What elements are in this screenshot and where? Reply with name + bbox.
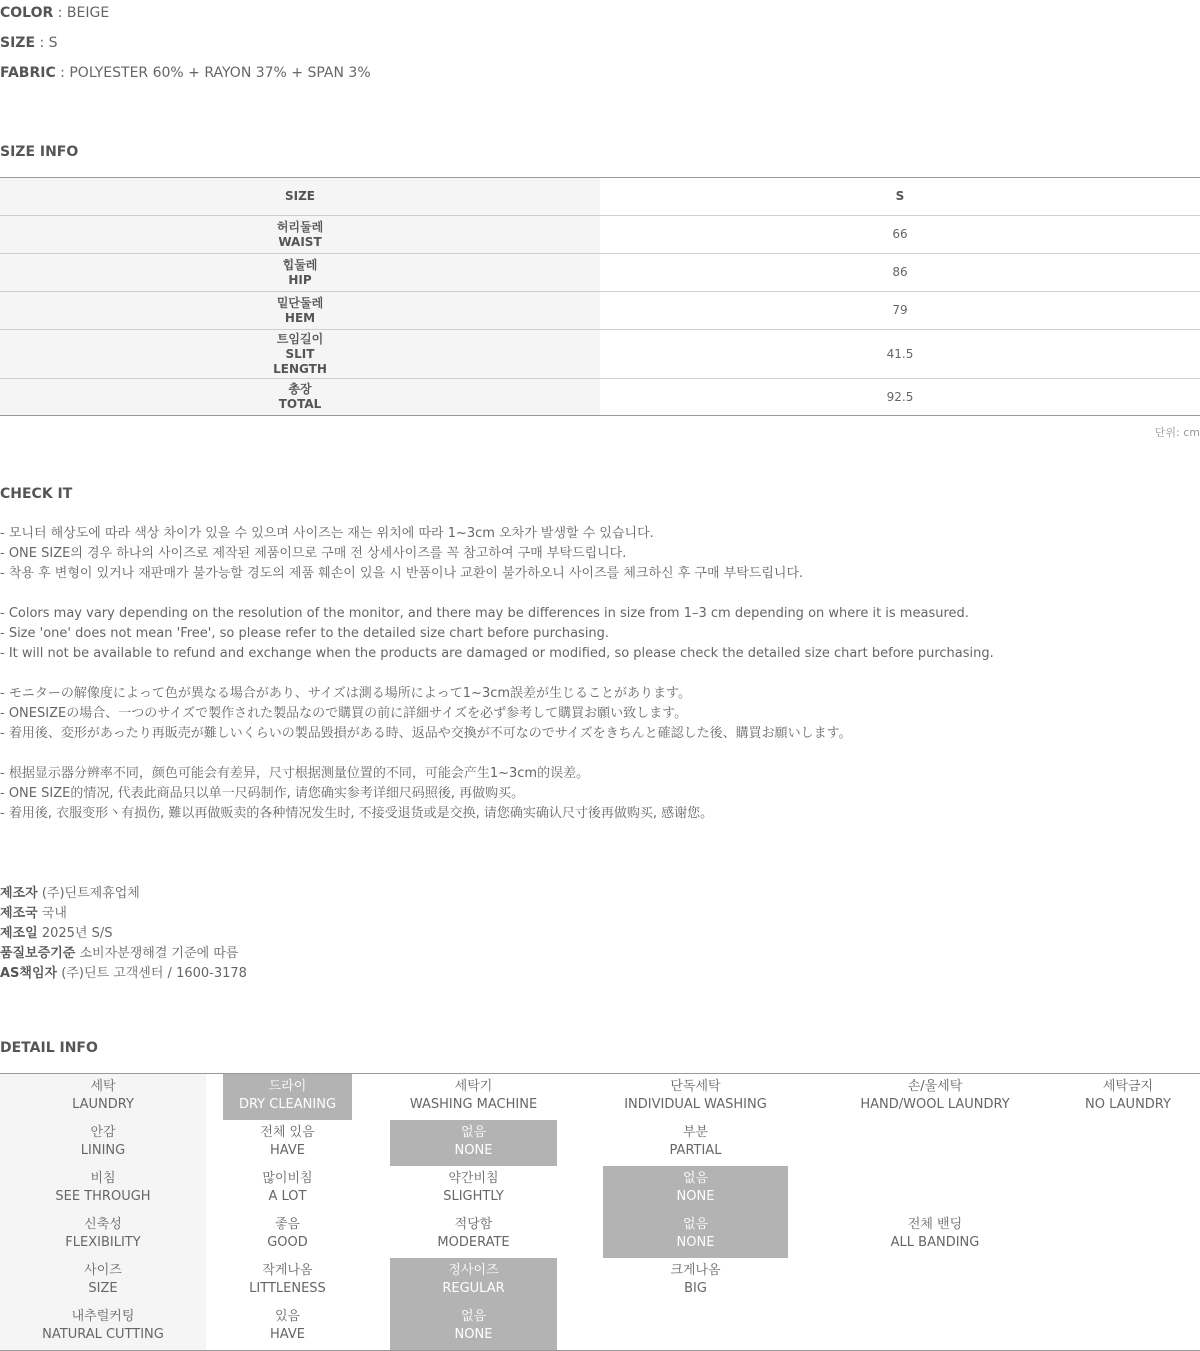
row-label-ko: 힙둘레 (282, 257, 318, 272)
maker-line: AS책임자 (주)딘트 고객센터 / 1600-3178 (0, 966, 247, 981)
note-line: - 根据显示器分辨率不同，颜色可能会有差异，尺寸根据测量位置的不同，可能会产生1~3cm的误差。 (0, 766, 590, 781)
detail-option: 있음 HAVE (270, 1309, 305, 1342)
row-label-ko: 허리둘레 (276, 219, 324, 234)
row-value: 66 (600, 216, 1200, 254)
detail-option-selected: 드라이 DRY CLEANING (223, 1074, 352, 1120)
detail-option-selected: 없음 NONE (603, 1212, 788, 1258)
manufacturer-info (0, 884, 1200, 984)
detail-row-lining (0, 1120, 1200, 1166)
detail-option: 손/울세탁 HAND/WOOL LAUNDRY (860, 1079, 1010, 1112)
detail-option: 좋음 GOOD (267, 1217, 308, 1250)
detail-row-laundry (0, 1074, 1200, 1120)
table-row (0, 330, 1200, 379)
size-header-label: SIZE (0, 178, 600, 216)
row-label-en: HIP (288, 272, 312, 287)
row-label-en: HEM (284, 310, 316, 325)
note-line: - Size 'one' does not mean 'Free', so please refer to the detailed size chart before purchasing. (0, 626, 610, 641)
note-line: - ONE SIZE的情况, 代表此商品只以单一尺码制作, 请您确实参考详细尺码照後, 再做购买。 (0, 786, 525, 801)
detail-option: 적당함 MODERATE (437, 1217, 510, 1250)
maker-line: 제조국 국내 (0, 906, 67, 921)
color-spec: COLOR : BEIGE (0, 5, 110, 21)
row-value: 79 (600, 292, 1200, 330)
detail-option: 전체 밴딩 ALL BANDING (890, 1217, 980, 1250)
detail-option: 세탁금지 NO LAUNDRY (1085, 1079, 1171, 1112)
detail-option: 크게나옴 BIG (670, 1263, 721, 1296)
note-line: - Colors may vary depending on the resolution of the monitor, and there may be differences in size from 1–3 cm depending on where it is measured. (0, 606, 969, 621)
size-spec: SIZE : S (0, 35, 58, 51)
row-label-ko: 총장 (288, 382, 312, 396)
size-table (0, 177, 1200, 416)
detail-row-head: 세탁 LAUNDRY (0, 1074, 206, 1120)
detail-row-head: 신축성 FLEXIBILITY (0, 1212, 206, 1258)
row-label-en: SLIT (285, 346, 315, 361)
detail-option: 부분 PARTIAL (669, 1125, 722, 1158)
row-label-ko: 트임길이 (276, 331, 324, 346)
row-label-en: WAIST (278, 234, 322, 249)
note-line: - 着用後, 衣服变形丶有损伤, 難以再做贩卖的各种情况发生时, 不接受退货或是交换, 请您确实确认尺寸後再做购买, 感谢您。 (0, 806, 714, 821)
row-label-en: LENGTH (273, 361, 327, 376)
note-line: - モニターの解像度によって色が異なる場合があり、サイズは測る場所によって1~3cm誤差が生じることがあります。 (0, 686, 691, 701)
row-label-ko: 밑단둘레 (276, 295, 324, 310)
detail-row-head: 내추럴커팅 NATURAL CUTTING (0, 1304, 206, 1350)
detail-option: 작게나옴 LITTLENESS (249, 1263, 326, 1296)
detail-row-head: 사이즈 SIZE (0, 1258, 206, 1304)
size-header-value: S (600, 178, 1200, 216)
maker-line: 제조일 2025년 S/S (0, 926, 113, 941)
maker-line: 제조자 (주)딘트제휴업체 (0, 886, 140, 901)
check-it-heading: CHECK IT (0, 486, 73, 502)
unit-note: 단위: cm (1154, 426, 1200, 439)
note-line: - 着用後、変形があったり再販売が難しいくらいの製品毀損がある時、返品や交換が不可なのでサイズをきちんと確認した後、購買お願いします。 (0, 726, 852, 741)
detail-option: 전체 있음 HAVE (260, 1125, 315, 1158)
detail-option: 단독세탁 INDIVIDUAL WASHING (624, 1079, 767, 1112)
table-row (0, 379, 1200, 416)
detail-option-selected: 없음 NONE (390, 1120, 557, 1166)
detail-option: 약간비침 SLIGHTLY (443, 1171, 504, 1204)
detail-row-size (0, 1258, 1200, 1304)
table-row (0, 216, 1200, 254)
product-specs (0, 0, 1200, 90)
table-row (0, 292, 1200, 330)
detail-row-see-through (0, 1166, 1200, 1212)
row-value: 86 (600, 254, 1200, 292)
row-value: 41.5 (600, 330, 1200, 379)
note-line: - 착용 후 변형이 있거나 재판매가 불가능할 경도의 제품 훼손이 있을 시 반품이나 교환이 불가하오니 사이즈를 체크하신 후 구매 부탁드립니다. (0, 566, 804, 581)
detail-option: 많이비침 A LOT (262, 1171, 313, 1204)
detail-row-flexibility (0, 1212, 1200, 1258)
check-it-notes (0, 524, 1200, 824)
note-line: - It will not be available to refund and exchange when the products are damaged or modified, so please check the detailed size chart before purchasing. (0, 646, 994, 661)
detail-table (0, 1073, 1200, 1351)
detail-info-heading: DETAIL INFO (0, 1040, 98, 1056)
fabric-spec: FABRIC : POLYESTER 60% + RAYON 37% + SPAN 3% (0, 65, 371, 81)
note-line: - 모니터 해상도에 따라 색상 차이가 있을 수 있으며 사이즈는 재는 위치에 따라 1~3cm 오차가 발생할 수 있습니다. (0, 526, 654, 541)
note-line: - ONESIZEの場合、一つのサイズで製作された製品なので購買の前に詳細サイズを必ず参考して購買お願い致します。 (0, 706, 688, 721)
detail-option-selected: 정사이즈 REGULAR (390, 1258, 557, 1304)
row-value: 92.5 (600, 379, 1200, 416)
detail-option: 세탁기 WASHING MACHINE (409, 1079, 538, 1112)
note-line: - ONE SIZE의 경우 하나의 사이즈로 제작된 제품이므로 구매 전 상세사이즈를 꼭 참고하여 구매 부탁드립니다. (0, 546, 627, 561)
detail-option-selected: 없음 NONE (390, 1304, 557, 1350)
row-label-en: TOTAL (278, 397, 322, 411)
size-info-heading: SIZE INFO (0, 144, 79, 160)
maker-line: 품질보증기준 소비자분쟁해결 기준에 따름 (0, 946, 239, 961)
detail-row-head: 안감 LINING (0, 1120, 206, 1166)
table-row (0, 254, 1200, 292)
detail-row-natural-cutting (0, 1304, 1200, 1350)
size-table-header (0, 178, 1200, 216)
detail-row-head: 비침 SEE THROUGH (0, 1166, 206, 1212)
detail-option-selected: 없음 NONE (603, 1166, 788, 1212)
